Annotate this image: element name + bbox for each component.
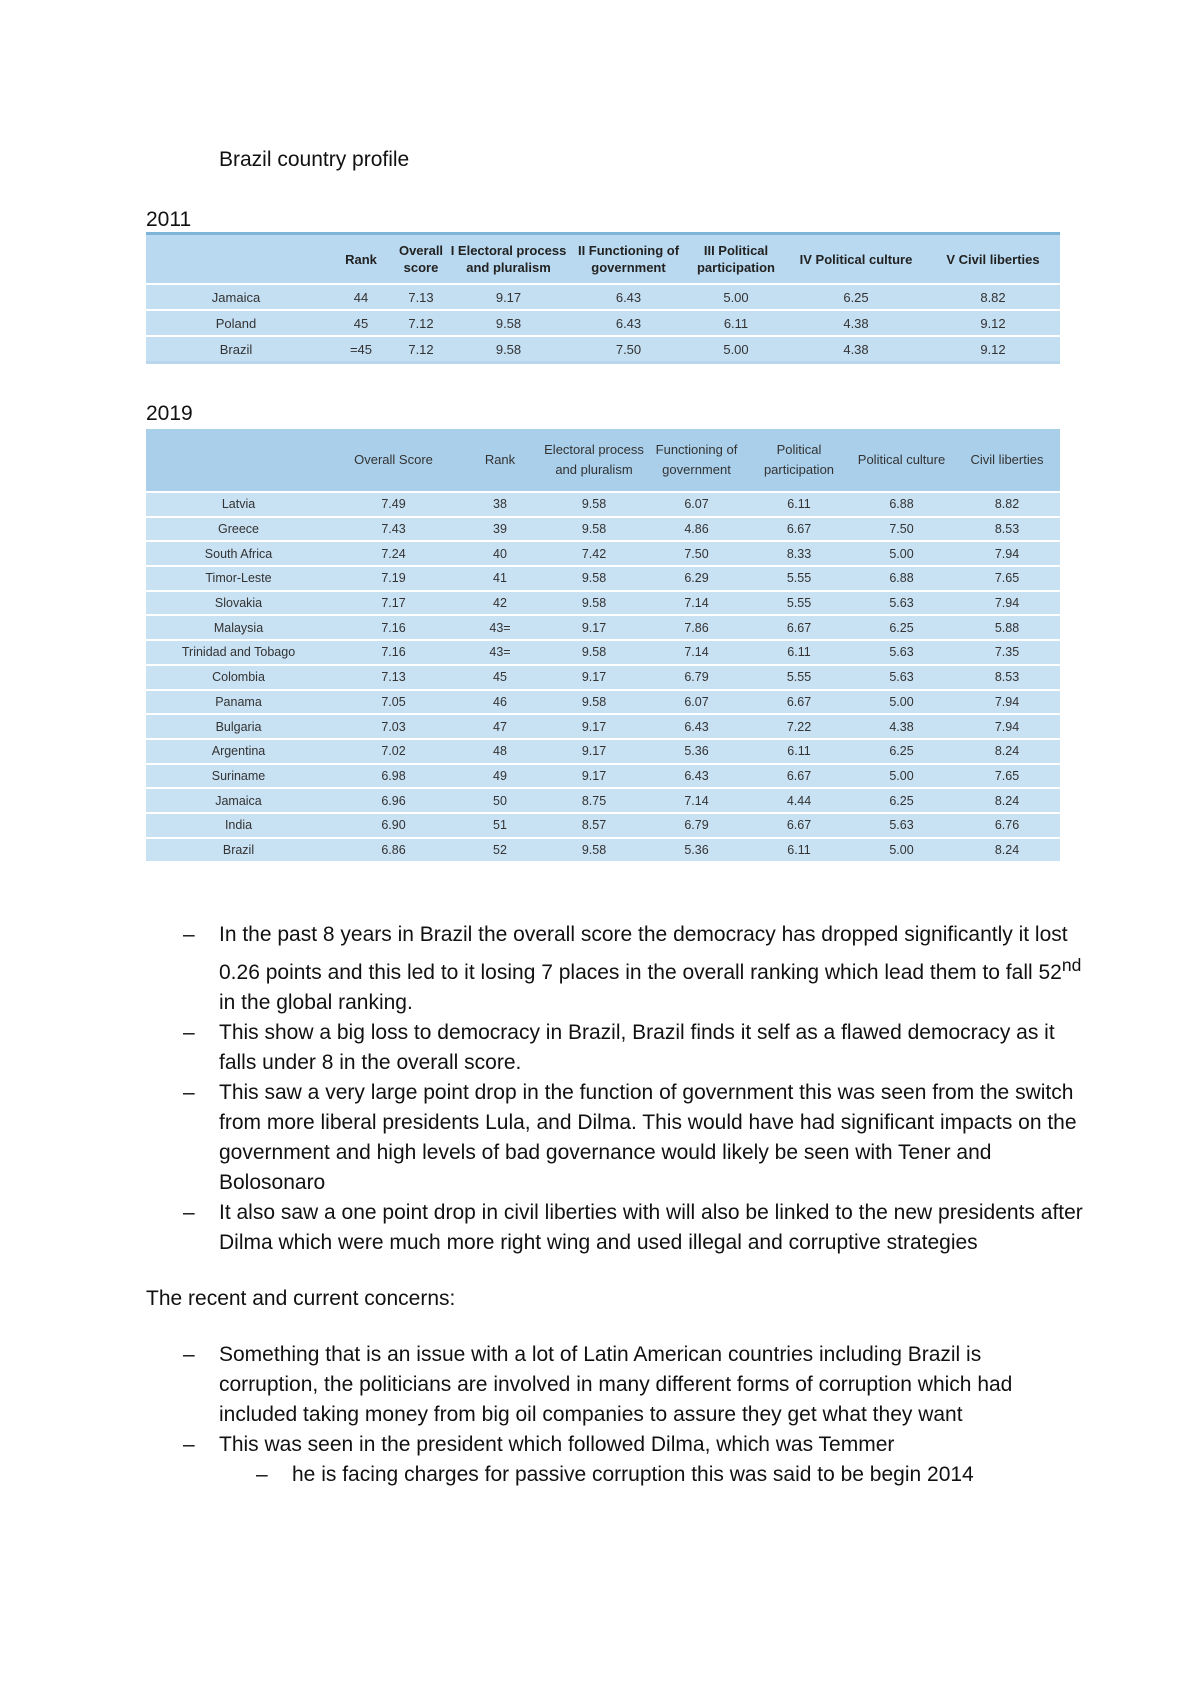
header-cell: Overall score [396,234,446,285]
value-cell: 6.07 [644,492,749,517]
header-cell: I Electoral process and pluralism [446,234,571,285]
value-cell: 4.38 [786,336,926,363]
page-title: Brazil country profile [219,148,410,171]
bullet-item [146,1078,1086,1198]
value-cell: 8.33 [749,541,849,566]
table-row [146,690,1060,715]
value-cell: 9.12 [926,310,1060,336]
bullet-text: he is facing charges for passive corruption this was said to be begin 2014 [292,1463,974,1486]
bullet-text: It also saw a one point drop in civil liberties with will also be linked to the new presidents after Dilma which were much more right wing and used illegal and corruptive strategies [219,1201,1083,1254]
value-cell: 46 [456,690,544,715]
value-cell: 9.58 [544,640,644,665]
value-cell: 7.02 [331,739,456,764]
bullet-item [146,1340,1086,1430]
value-cell: 7.14 [644,788,749,813]
value-cell: 5.36 [644,838,749,862]
analysis-notes [146,920,1086,1490]
country-cell: South Africa [146,541,331,566]
value-cell: 7.03 [331,714,456,739]
value-cell: 8.82 [954,492,1060,517]
value-cell: 7.43 [331,517,456,542]
democracy-index-table-2011 [146,232,1060,364]
bullet-item [146,1430,1086,1460]
dash-marker: – [183,1201,195,1224]
table-row [146,336,1060,363]
value-cell: 44 [326,284,396,310]
value-cell: 6.67 [749,690,849,715]
bullet-text: This show a big loss to democracy in Brazil, Brazil finds it self as a flawed democracy as it falls under 8 in the overall score. [219,1021,1055,1074]
value-cell: 5.00 [849,764,954,789]
table-row [146,714,1060,739]
value-cell: 7.16 [331,640,456,665]
dash-marker: – [183,923,195,946]
dash-marker: – [183,1021,195,1044]
value-cell: 6.43 [571,284,686,310]
table-header-row [146,429,1060,492]
value-cell: 8.53 [954,665,1060,690]
bullet-text: Something that is an issue with a lot of Latin American countries including Brazil is corruption, the politicians are involved in many different forms of corruption which had included taking money from big oil companies to assure they get what they want [219,1343,1013,1426]
value-cell: 43= [456,615,544,640]
table-row [146,640,1060,665]
header-cell: Political participation [749,429,849,492]
year-heading-2019: 2019 [146,402,193,425]
value-cell: 7.05 [331,690,456,715]
table-row [146,665,1060,690]
value-cell: 8.24 [954,739,1060,764]
bullet-text: in the global ranking. [219,991,413,1014]
value-cell: 6.86 [331,838,456,862]
value-cell: 47 [456,714,544,739]
table-row [146,517,1060,542]
value-cell: 8.53 [954,517,1060,542]
value-cell: 7.94 [954,541,1060,566]
value-cell: 7.35 [954,640,1060,665]
table-row [146,591,1060,616]
table-row [146,788,1060,813]
value-cell: 39 [456,517,544,542]
dash-marker: – [183,1343,195,1366]
value-cell: 8.57 [544,813,644,838]
dash-marker: – [183,1081,195,1104]
section-heading: The recent and current concerns: [146,1287,456,1310]
value-cell: 6.11 [749,492,849,517]
value-cell: 7.13 [396,284,446,310]
header-cell: Political culture [849,429,954,492]
table-row [146,566,1060,591]
value-cell: 7.14 [644,591,749,616]
table-row [146,739,1060,764]
country-cell: Brazil [146,336,326,363]
value-cell: 7.50 [571,336,686,363]
country-cell: Timor-Leste [146,566,331,591]
value-cell: 8.75 [544,788,644,813]
value-cell: 9.58 [544,690,644,715]
header-cell: IV Political culture [786,234,926,285]
value-cell: 9.58 [544,838,644,862]
value-cell: 5.55 [749,566,849,591]
value-cell: 8.24 [954,788,1060,813]
header-cell: II Functioning of government [571,234,686,285]
value-cell: 6.67 [749,615,849,640]
dash-marker: – [256,1463,268,1486]
value-cell: 5.55 [749,665,849,690]
value-cell: 7.17 [331,591,456,616]
value-cell: 7.94 [954,591,1060,616]
value-cell: 6.25 [786,284,926,310]
country-cell: India [146,813,331,838]
value-cell: 6.88 [849,492,954,517]
year-heading-2011: 2011 [146,208,192,231]
value-cell: 4.44 [749,788,849,813]
value-cell: 6.11 [686,310,786,336]
table-row [146,492,1060,517]
bullet-text: This saw a very large point drop in the function of government this was seen from the switch from more liberal presidents Lula, and Dilma. This would have had significant impacts on the government and high levels of bad governance would likely be seen with Tener and Bolosonaro [219,1081,1077,1194]
header-cell: Electoral process and pluralism [544,429,644,492]
value-cell: 5.63 [849,640,954,665]
table-row [146,284,1060,310]
value-cell: 5.00 [849,541,954,566]
value-cell: 5.55 [749,591,849,616]
value-cell: 6.11 [749,838,849,862]
value-cell: 5.00 [686,336,786,363]
country-cell: Suriname [146,764,331,789]
value-cell: 7.50 [849,517,954,542]
value-cell: 6.67 [749,517,849,542]
value-cell: 6.11 [749,739,849,764]
country-cell: Greece [146,517,331,542]
value-cell: 7.65 [954,566,1060,591]
value-cell: 42 [456,591,544,616]
country-cell: Argentina [146,739,331,764]
value-cell: 9.58 [544,591,644,616]
value-cell: 8.82 [926,284,1060,310]
bullet-item [146,1018,1086,1078]
value-cell: 9.17 [544,714,644,739]
value-cell: 6.43 [644,764,749,789]
value-cell: 7.12 [396,336,446,363]
ordinal-suffix: nd [1061,955,1082,975]
value-cell: 4.38 [786,310,926,336]
value-cell: 6.96 [331,788,456,813]
header-cell [146,429,331,492]
value-cell: 6.79 [644,665,749,690]
table-row [146,764,1060,789]
value-cell: 51 [456,813,544,838]
table-row [146,541,1060,566]
value-cell: 40 [456,541,544,566]
value-cell: 7.16 [331,615,456,640]
value-cell: 6.98 [331,764,456,789]
value-cell: 5.63 [849,813,954,838]
table-header-row [146,234,1060,285]
value-cell: 9.12 [926,336,1060,363]
table-row [146,615,1060,640]
value-cell: 6.43 [571,310,686,336]
header-cell: V Civil liberties [926,234,1060,285]
value-cell: 38 [456,492,544,517]
value-cell: 5.36 [644,739,749,764]
header-cell: Functioning of government [644,429,749,492]
value-cell: 7.42 [544,541,644,566]
value-cell: 5.63 [849,591,954,616]
value-cell: 5.00 [849,838,954,862]
value-cell: 9.58 [446,336,571,363]
value-cell: 6.90 [331,813,456,838]
value-cell: 6.79 [644,813,749,838]
header-cell: Rank [456,429,544,492]
value-cell: 6.67 [749,813,849,838]
value-cell: 5.00 [849,690,954,715]
bullet-item [146,920,1086,1018]
country-cell: Jamaica [146,284,326,310]
value-cell: 7.13 [331,665,456,690]
country-cell: Malaysia [146,615,331,640]
table-row [146,310,1060,336]
table-row [146,838,1060,862]
value-cell: 5.00 [686,284,786,310]
country-cell: Bulgaria [146,714,331,739]
value-cell: 7.12 [396,310,446,336]
value-cell: 9.17 [544,665,644,690]
value-cell: 6.67 [749,764,849,789]
value-cell: 9.17 [544,739,644,764]
country-cell: Brazil [146,838,331,862]
bullet-item [146,1198,1086,1258]
header-cell: III Political participation [686,234,786,285]
sub-bullet-item [146,1460,1086,1490]
value-cell: 9.17 [446,284,571,310]
value-cell: 5.63 [849,665,954,690]
value-cell: 45 [456,665,544,690]
value-cell: 6.76 [954,813,1060,838]
country-cell: Poland [146,310,326,336]
value-cell: 7.24 [331,541,456,566]
value-cell: 7.49 [331,492,456,517]
value-cell: 4.38 [849,714,954,739]
value-cell: 6.11 [749,640,849,665]
country-cell: Jamaica [146,788,331,813]
value-cell: 52 [456,838,544,862]
dash-marker: – [183,1433,195,1456]
value-cell: 48 [456,739,544,764]
header-cell [146,234,326,285]
country-cell: Colombia [146,665,331,690]
value-cell: 49 [456,764,544,789]
value-cell: 9.58 [544,517,644,542]
country-cell: Panama [146,690,331,715]
value-cell: 8.24 [954,838,1060,862]
democracy-index-table-2019 [146,429,1060,861]
value-cell: 7.19 [331,566,456,591]
value-cell: 7.94 [954,690,1060,715]
value-cell: 41 [456,566,544,591]
value-cell: 9.17 [544,615,644,640]
header-cell: Civil liberties [954,429,1060,492]
value-cell: 50 [456,788,544,813]
value-cell: 6.25 [849,615,954,640]
value-cell: 9.58 [544,492,644,517]
value-cell: 6.88 [849,566,954,591]
country-cell: Trinidad and Tobago [146,640,331,665]
bullet-text: This was seen in the president which followed Dilma, which was Temmer [219,1433,895,1456]
value-cell: 6.25 [849,788,954,813]
value-cell: 5.88 [954,615,1060,640]
header-cell: Overall Score [331,429,456,492]
value-cell: 7.50 [644,541,749,566]
value-cell: 6.25 [849,739,954,764]
bullet-text: In the past 8 years in Brazil the overall score the democracy has dropped significantly it lost 0.26 points and this led to it losing 7 places in the overall ranking which lead them to fall 52 [219,923,1068,984]
value-cell: =45 [326,336,396,363]
table-row [146,813,1060,838]
value-cell: 6.29 [644,566,749,591]
value-cell: 6.07 [644,690,749,715]
country-cell: Slovakia [146,591,331,616]
value-cell: 45 [326,310,396,336]
value-cell: 43= [456,640,544,665]
value-cell: 7.22 [749,714,849,739]
country-cell: Latvia [146,492,331,517]
value-cell: 7.86 [644,615,749,640]
value-cell: 7.65 [954,764,1060,789]
value-cell: 7.94 [954,714,1060,739]
value-cell: 9.17 [544,764,644,789]
value-cell: 4.86 [644,517,749,542]
value-cell: 6.43 [644,714,749,739]
value-cell: 9.58 [544,566,644,591]
value-cell: 7.14 [644,640,749,665]
value-cell: 9.58 [446,310,571,336]
header-cell: Rank [326,234,396,285]
